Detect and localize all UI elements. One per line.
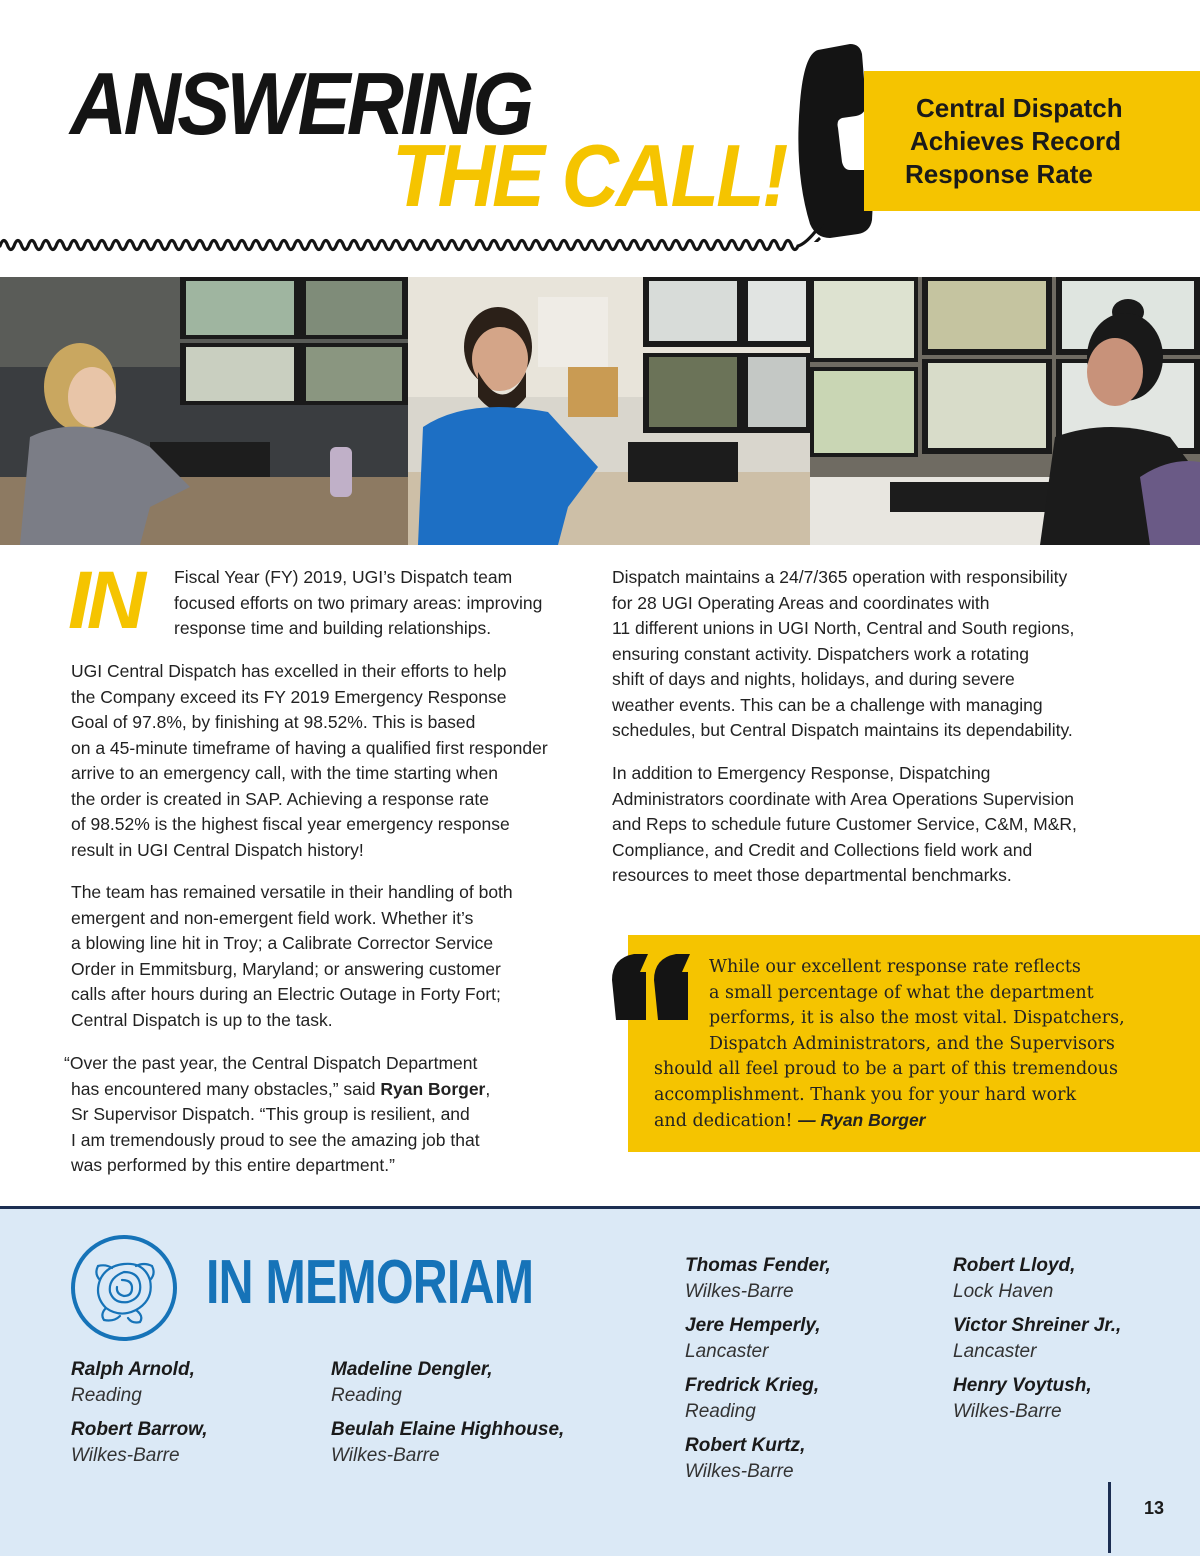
text-line: Central Dispatch is up to the task. xyxy=(71,1009,333,1030)
text-line: a blowing line hit in Troy; a Calibrate Corrector Service xyxy=(71,933,494,953)
person-location: Wilkes-Barre xyxy=(331,1445,440,1466)
headline-line1: ANSWERING xyxy=(70,54,531,153)
person-location: Reading xyxy=(331,1385,402,1406)
phone-cord-zigzag xyxy=(0,224,830,264)
memoriam-entry xyxy=(685,1313,821,1365)
text-line: result in UGI Central Dispatch history! xyxy=(71,839,364,860)
person-location: Wilkes-Barre xyxy=(685,1281,794,1302)
text-line: In addition to Emergency Response, Dispatching xyxy=(612,763,991,783)
text-line: I am tremendously proud to see the amazing job that xyxy=(71,1129,480,1150)
memoriam-entry xyxy=(953,1373,1092,1425)
person-name: Thomas Fender, xyxy=(685,1255,831,1276)
text-line: the Company exceed its FY 2019 Emergency Response xyxy=(71,686,507,707)
text-line: calls after hours during an Electric Outage in Forty Fort; xyxy=(71,984,501,1004)
person-name: Robert Barrow, xyxy=(71,1419,208,1440)
headline-line2: THE CALL! xyxy=(392,126,786,225)
person-name: Robert Kurtz, xyxy=(685,1435,806,1456)
text-line: shift of days and nights, holidays, and during severe xyxy=(612,669,1015,689)
person-location: Wilkes-Barre xyxy=(685,1461,794,1482)
memoriam-title: IN MEMORIAM xyxy=(206,1248,534,1317)
text-line: resources to meet those departmental benchmarks. xyxy=(612,865,1012,885)
photo-dispatcher-woman-2 xyxy=(810,277,1200,545)
quote-line: accomplishment. Thank you for your hard work xyxy=(654,1084,1077,1105)
text-line: ensuring constant activity. Dispatchers work a rotating xyxy=(612,643,1029,664)
quote-line: While our excellent response rate reflects xyxy=(709,957,1081,977)
photo-dispatcher-woman xyxy=(0,277,408,545)
person-name-bold: Ryan Borger xyxy=(380,1078,486,1099)
person-location: Wilkes-Barre xyxy=(953,1401,1062,1422)
quote-line xyxy=(654,1108,1125,1135)
text-line: The team has remained versatile in their handling of both xyxy=(71,882,513,902)
text-line xyxy=(64,1077,490,1103)
text-line: Sr Supervisor Dispatch. “This group is resilient, and xyxy=(71,1104,470,1124)
cord-path xyxy=(0,224,826,250)
person-name: Jere Hemperly, xyxy=(685,1315,821,1336)
paragraph-versatile xyxy=(71,880,513,1033)
text-line: Fiscal Year (FY) 2019, UGI’s Dispatch team xyxy=(174,567,513,587)
text-line: focused efforts on two primary areas: improving xyxy=(174,592,543,613)
text-line: arrive to an emergency call, with the time starting when xyxy=(71,763,498,783)
person-name: Beulah Elaine Highhouse, xyxy=(331,1419,565,1440)
paragraph-operations xyxy=(612,565,1074,744)
memoriam-entry xyxy=(331,1357,493,1409)
text-line: Order in Emmitsburg, Maryland; or answering customer xyxy=(71,958,501,979)
memoriam-entry xyxy=(953,1313,1121,1365)
quote-line: a small percentage of what the department xyxy=(709,982,1094,1003)
memoriam-entry xyxy=(71,1417,208,1469)
quote-line: Dispatch Administrators, and the Supervisors xyxy=(709,1033,1115,1054)
person-location: Lancaster xyxy=(953,1341,1037,1362)
text-line: weather events. This can be a challenge with managing xyxy=(612,694,1043,715)
text-line: for 28 UGI Operating Areas and coordinates with xyxy=(612,592,990,613)
photo-dispatcher-man xyxy=(408,277,810,545)
person-name: Fredrick Krieg, xyxy=(685,1375,820,1396)
intro-paragraph xyxy=(174,565,542,642)
subtitle-line: Central Dispatch xyxy=(916,93,1123,123)
memoriam-entry xyxy=(331,1417,564,1469)
subtitle-line: Achieves Record xyxy=(910,126,1121,156)
person-name: Henry Voytush, xyxy=(953,1375,1092,1396)
subtitle-line: Response Rate xyxy=(905,159,1093,189)
memoriam-entry xyxy=(71,1357,195,1409)
quote-line: performs, it is also the most vital. Dispatchers, xyxy=(709,1008,1125,1028)
pull-quote-text xyxy=(654,955,1125,1135)
quote-line: should all feel proud to be a part of this tremendous xyxy=(654,1059,1118,1079)
page-number: 13 xyxy=(1144,1498,1165,1518)
subtitle-banner xyxy=(864,71,1200,211)
text-line: of 98.52% is the highest fiscal year emergency response xyxy=(71,814,510,834)
text-line: UGI Central Dispatch has excelled in their efforts to help xyxy=(71,661,507,681)
quote-fragment: and dedication! xyxy=(654,1111,799,1131)
drop-cap: IN xyxy=(68,555,142,646)
text-line: Compliance, and Credit and Collections field work and xyxy=(612,839,1033,860)
dispatch-photo-strip xyxy=(0,277,1200,545)
person-location: Wilkes-Barre xyxy=(71,1445,180,1466)
text-line: and Reps to schedule future Customer Service, C&M, M&R, xyxy=(612,814,1077,834)
text-line: response time and building relationships. xyxy=(174,618,492,638)
memoriam-entry xyxy=(953,1253,1075,1305)
text-line: emergent and non-emergent field work. Whether it’s xyxy=(71,907,474,928)
rose-icon xyxy=(70,1234,178,1342)
person-name: Madeline Dengler, xyxy=(331,1359,493,1380)
person-location: Reading xyxy=(71,1385,142,1406)
text-line: Goal of 97.8%, by finishing at 98.52%. This is based xyxy=(71,712,476,732)
text-line: on a 45-minute timeframe of having a qualified first responder xyxy=(71,737,548,758)
text-line: schedules, but Central Dispatch maintains its dependability. xyxy=(612,720,1073,740)
person-location: Lancaster xyxy=(685,1341,769,1362)
paragraph-administrators xyxy=(612,761,1077,889)
memoriam-entry xyxy=(685,1253,831,1305)
person-name: Victor Shreiner Jr., xyxy=(953,1315,1122,1336)
paragraph-borger-statement xyxy=(64,1051,490,1179)
person-name: Ralph Arnold, xyxy=(71,1359,195,1380)
text-fragment: has encountered many obstacles,” said xyxy=(71,1078,381,1099)
text-line: Administrators coordinate with Area Operations Supervision xyxy=(612,788,1075,809)
memoriam-entry xyxy=(685,1433,805,1485)
text-line: “Over the past year, the Central Dispatch Department xyxy=(64,1053,478,1073)
text-line: 11 different unions in UGI North, Central and South regions, xyxy=(612,618,1075,638)
person-location: Lock Haven xyxy=(953,1281,1054,1302)
text-line: the order is created in SAP. Achieving a response rate xyxy=(71,788,489,809)
memoriam-entry xyxy=(685,1373,819,1425)
quote-attribution: — Ryan Borger xyxy=(798,1110,926,1130)
text-fragment: , xyxy=(485,1078,491,1099)
page-number-divider xyxy=(1108,1482,1111,1553)
person-location: Reading xyxy=(685,1401,756,1422)
text-line: Dispatch maintains a 24/7/365 operation with responsibility xyxy=(612,567,1068,587)
text-line: was performed by this entire department.” xyxy=(71,1155,395,1175)
paragraph-response-goal xyxy=(71,659,548,863)
person-name: Robert Lloyd, xyxy=(953,1255,1076,1276)
